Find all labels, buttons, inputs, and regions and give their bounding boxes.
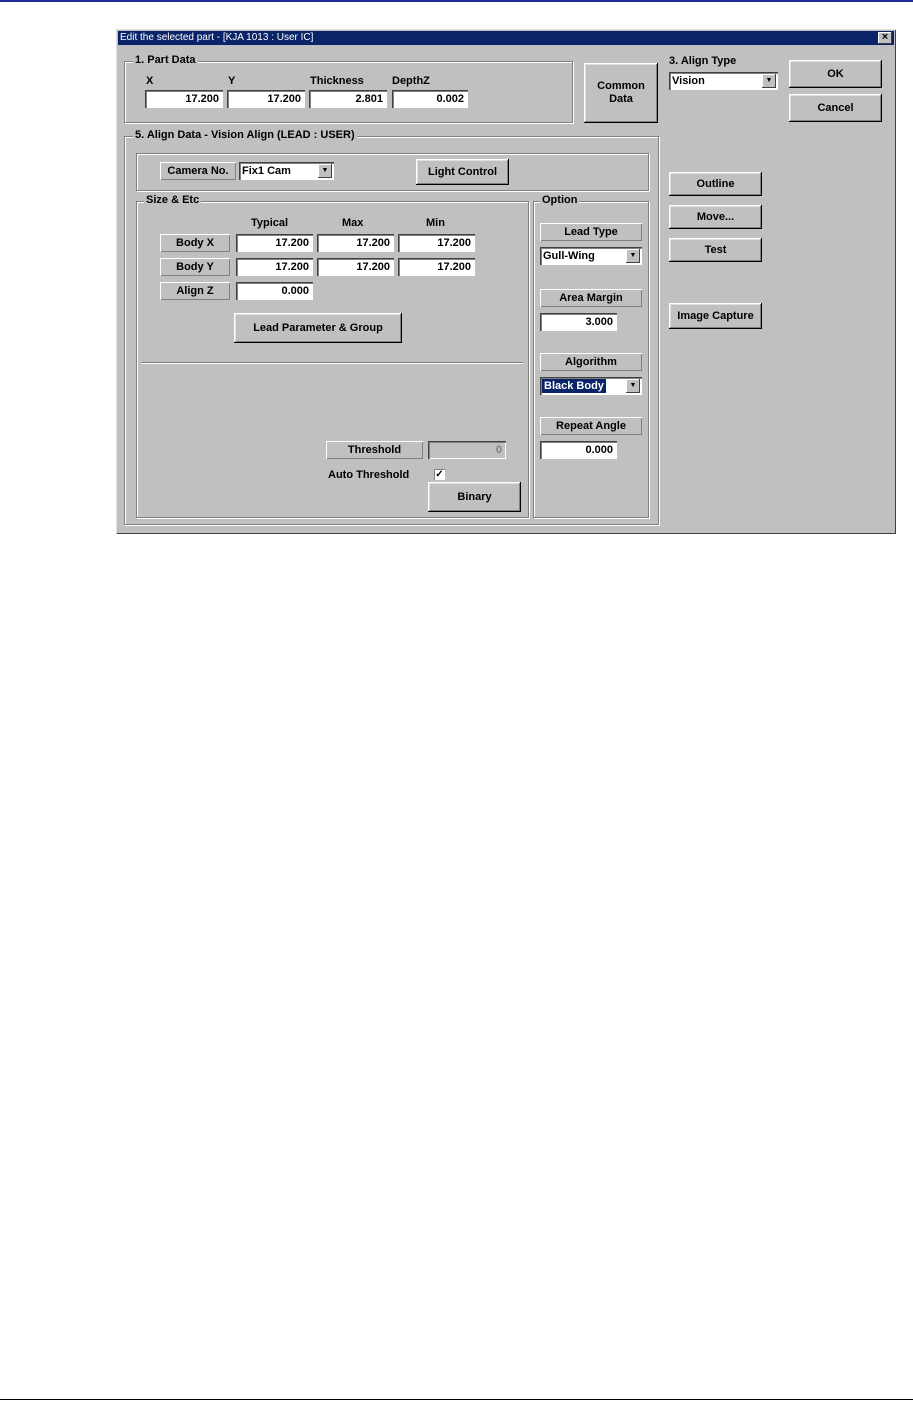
depthz-label: DepthZ <box>392 75 430 87</box>
thickness-label: Thickness <box>310 75 364 87</box>
camera-select[interactable] <box>239 162 334 180</box>
lead-type-select[interactable] <box>540 247 642 265</box>
align-z-typical-field[interactable]: 0.000 <box>236 282 313 300</box>
outline-button[interactable]: Outline <box>669 172 762 196</box>
threshold-label: Threshold <box>326 441 423 459</box>
top-rule <box>0 0 913 2</box>
binary-button[interactable]: Binary <box>428 482 521 512</box>
lead-type-value: Gull-Wing <box>543 250 595 262</box>
x-label: X <box>146 75 154 87</box>
lead-type-label: Lead Type <box>540 223 642 241</box>
auto-threshold-checkbox[interactable]: ✓ <box>435 469 444 480</box>
common-data-button[interactable] <box>584 63 658 123</box>
align-type-select[interactable] <box>669 72 778 90</box>
body-y-min-field[interactable]: 17.200 <box>398 258 475 276</box>
dialog-title: Edit the selected part - [KJA 1013 : User IC] <box>120 32 314 43</box>
chevron-down-icon[interactable]: ▼ <box>626 379 640 393</box>
thickness-field[interactable]: 2.801 <box>309 90 387 108</box>
chevron-down-icon[interactable]: ▼ <box>762 74 776 88</box>
body-y-max-field[interactable]: 17.200 <box>317 258 394 276</box>
area-margin-label: Area Margin <box>540 289 642 307</box>
align-data-group-label: 5. Align Data - Vision Align (LEAD : USER) <box>135 129 355 141</box>
chevron-down-icon[interactable]: ▼ <box>318 164 332 178</box>
body-x-label: Body X <box>160 234 230 252</box>
algorithm-select[interactable] <box>540 377 642 395</box>
close-button[interactable]: × <box>878 32 892 44</box>
body-x-min-field[interactable]: 17.200 <box>398 234 475 252</box>
title-bar <box>118 31 894 45</box>
size-etc-divider <box>142 362 523 364</box>
part-data-group-label: 1. Part Data <box>135 54 196 66</box>
depthz-field[interactable]: 0.002 <box>392 90 468 108</box>
body-y-label: Body Y <box>160 258 230 276</box>
repeat-angle-label: Repeat Angle <box>540 417 642 435</box>
y-label: Y <box>228 75 236 87</box>
option-group-label: Option <box>542 194 578 206</box>
size-etc-group-label: Size & Etc <box>146 194 200 206</box>
col-typical-label: Typical <box>251 217 289 229</box>
align-z-label: Align Z <box>160 282 230 300</box>
algorithm-label: Algorithm <box>540 353 642 371</box>
common-data-line2: Data <box>609 93 633 105</box>
bottom-rule <box>0 1399 913 1400</box>
camera-value: Fix1 Cam <box>242 165 291 177</box>
repeat-angle-field[interactable]: 0.000 <box>540 441 617 459</box>
body-y-typical-field[interactable]: 17.200 <box>236 258 313 276</box>
common-data-line1: Common <box>597 80 645 92</box>
col-min-label: Min <box>426 217 445 229</box>
algorithm-value: Black Body <box>544 380 604 392</box>
align-type-value: Vision <box>672 75 705 87</box>
chevron-down-icon[interactable]: ▼ <box>626 249 640 263</box>
camera-no-label: Camera No. <box>160 162 236 180</box>
lead-parameter-group-button[interactable]: Lead Parameter & Group <box>234 313 402 343</box>
test-button[interactable]: Test <box>669 238 762 262</box>
threshold-field[interactable]: 0 <box>428 441 506 459</box>
edit-part-dialog <box>116 29 896 534</box>
y-field[interactable]: 17.200 <box>227 90 305 108</box>
align-type-label: 3. Align Type <box>669 55 737 67</box>
move-button[interactable]: Move... <box>669 205 762 229</box>
col-max-label: Max <box>342 217 364 229</box>
auto-threshold-label: Auto Threshold <box>328 469 410 481</box>
ok-button[interactable]: OK <box>789 60 882 88</box>
image-capture-button[interactable]: Image Capture <box>669 303 762 329</box>
area-margin-field[interactable]: 3.000 <box>540 313 617 331</box>
body-x-max-field[interactable]: 17.200 <box>317 234 394 252</box>
x-field[interactable]: 17.200 <box>145 90 223 108</box>
light-control-button[interactable]: Light Control <box>416 159 509 185</box>
body-x-typical-field[interactable]: 17.200 <box>236 234 313 252</box>
cancel-button[interactable]: Cancel <box>789 94 882 122</box>
